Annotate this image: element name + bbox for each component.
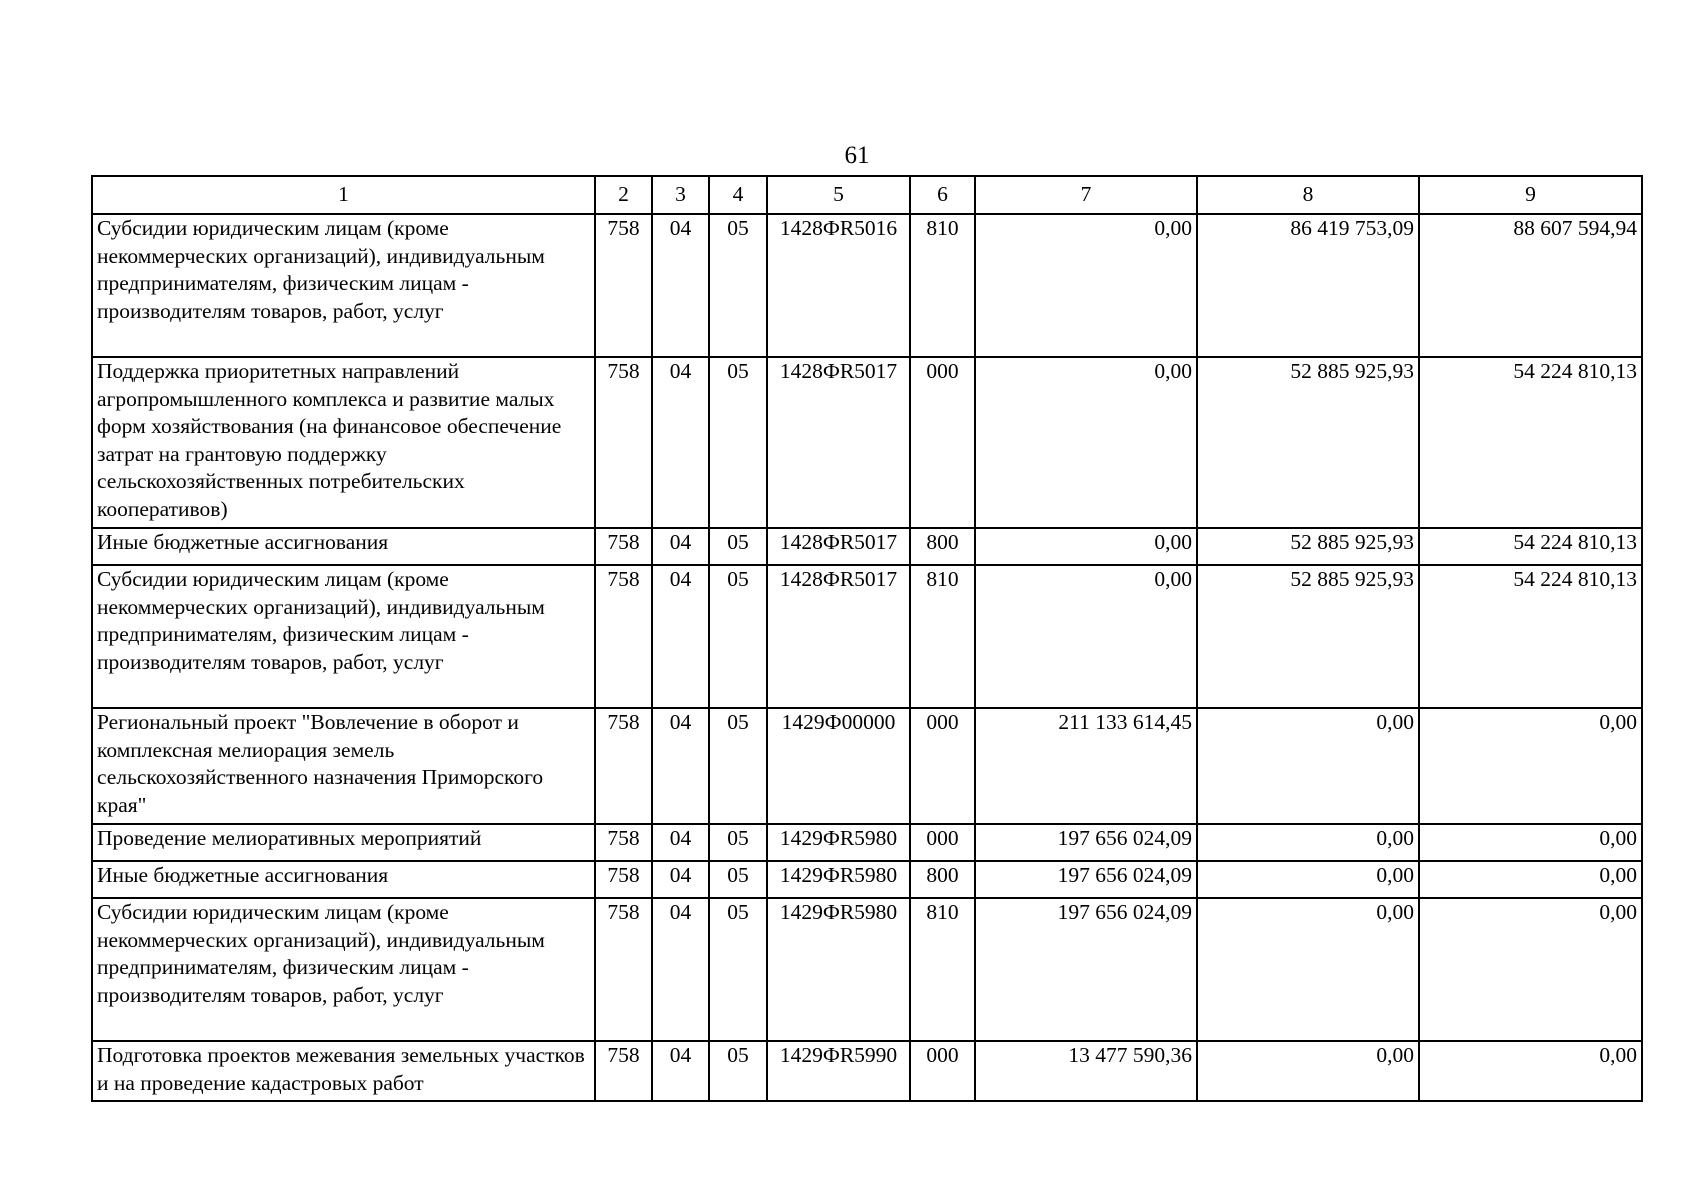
cell-col-6: 000 — [910, 357, 975, 528]
cell-col-6: 810 — [910, 214, 975, 357]
cell-col-3: 04 — [652, 824, 709, 861]
row-name: Субсидии юридическим лицам (кроме некоммерческих организаций), индивидуальным предпринимателям, физическим лицам - производителям товаров, работ, услуг — [92, 214, 595, 357]
cell-col-7: 13 477 590,36 — [975, 1041, 1197, 1101]
column-header-3: 3 — [652, 176, 709, 214]
cell-col-9: 0,00 — [1419, 861, 1642, 898]
table-row — [92, 357, 1642, 528]
cell-col-7: 211 133 614,45 — [975, 708, 1197, 824]
cell-col-5: 1428ФR5016 — [767, 214, 910, 357]
cell-col-2: 758 — [595, 708, 652, 824]
cell-col-4: 05 — [709, 357, 767, 528]
cell-col-3: 04 — [652, 898, 709, 1041]
cell-col-4: 05 — [709, 898, 767, 1041]
cell-col-2: 758 — [595, 357, 652, 528]
budget-table — [91, 175, 1643, 1102]
table-row — [92, 214, 1642, 357]
cell-col-3: 04 — [652, 528, 709, 565]
column-header-1: 1 — [92, 176, 595, 214]
cell-col-4: 05 — [709, 708, 767, 824]
cell-col-9: 54 224 810,13 — [1419, 357, 1642, 528]
cell-col-2: 758 — [595, 528, 652, 565]
table-row — [92, 708, 1642, 824]
cell-col-6: 810 — [910, 898, 975, 1041]
cell-col-2: 758 — [595, 565, 652, 708]
cell-col-2: 758 — [595, 898, 652, 1041]
table-row — [92, 565, 1642, 708]
cell-col-4: 05 — [709, 565, 767, 708]
column-header-6: 6 — [910, 176, 975, 214]
cell-col-5: 1429ФR5990 — [767, 1041, 910, 1101]
cell-col-3: 04 — [652, 565, 709, 708]
cell-col-7: 197 656 024,09 — [975, 824, 1197, 861]
cell-col-9: 88 607 594,94 — [1419, 214, 1642, 357]
cell-col-3: 04 — [652, 214, 709, 357]
cell-col-7: 0,00 — [975, 528, 1197, 565]
cell-col-5: 1428ФR5017 — [767, 528, 910, 565]
cell-col-8: 0,00 — [1197, 708, 1419, 824]
cell-col-7: 0,00 — [975, 357, 1197, 528]
cell-col-4: 05 — [709, 214, 767, 357]
cell-col-6: 000 — [910, 708, 975, 824]
cell-col-9: 0,00 — [1419, 898, 1642, 1041]
cell-col-6: 000 — [910, 1041, 975, 1101]
table-row — [92, 1041, 1642, 1101]
cell-col-9: 0,00 — [1419, 708, 1642, 824]
cell-col-9: 0,00 — [1419, 1041, 1642, 1101]
column-header-5: 5 — [767, 176, 910, 214]
row-name: Региональный проект "Вовлечение в оборот и комплексная мелиорация земель сельскохозяйственного назначения Приморского края" — [92, 708, 595, 824]
cell-col-8: 52 885 925,93 — [1197, 357, 1419, 528]
column-header-8: 8 — [1197, 176, 1419, 214]
cell-col-4: 05 — [709, 1041, 767, 1101]
cell-col-5: 1429Ф00000 — [767, 708, 910, 824]
cell-col-3: 04 — [652, 357, 709, 528]
cell-col-7: 197 656 024,09 — [975, 898, 1197, 1041]
cell-col-2: 758 — [595, 861, 652, 898]
row-name: Субсидии юридическим лицам (кроме некоммерческих организаций), индивидуальным предпринимателям, физическим лицам - производителям товаров, работ, услуг — [92, 565, 595, 708]
cell-col-5: 1429ФR5980 — [767, 824, 910, 861]
cell-col-5: 1428ФR5017 — [767, 357, 910, 528]
cell-col-3: 04 — [652, 1041, 709, 1101]
table-row — [92, 861, 1642, 898]
cell-col-8: 52 885 925,93 — [1197, 528, 1419, 565]
row-name: Проведение мелиоративных мероприятий — [92, 824, 595, 861]
cell-col-4: 05 — [709, 528, 767, 565]
row-name: Субсидии юридическим лицам (кроме некоммерческих организаций), индивидуальным предпринимателям, физическим лицам - производителям товаров, работ, услуг — [92, 898, 595, 1041]
cell-col-5: 1429ФR5980 — [767, 861, 910, 898]
cell-col-8: 0,00 — [1197, 824, 1419, 861]
cell-col-6: 800 — [910, 528, 975, 565]
cell-col-9: 0,00 — [1419, 824, 1642, 861]
cell-col-8: 86 419 753,09 — [1197, 214, 1419, 357]
column-header-7: 7 — [975, 176, 1197, 214]
cell-col-8: 0,00 — [1197, 1041, 1419, 1101]
cell-col-6: 810 — [910, 565, 975, 708]
column-header-4: 4 — [709, 176, 767, 214]
cell-col-4: 05 — [709, 824, 767, 861]
table-row — [92, 824, 1642, 861]
table-row — [92, 898, 1642, 1041]
cell-col-3: 04 — [652, 708, 709, 824]
cell-col-5: 1429ФR5980 — [767, 898, 910, 1041]
cell-col-2: 758 — [595, 214, 652, 357]
cell-col-7: 0,00 — [975, 565, 1197, 708]
cell-col-9: 54 224 810,13 — [1419, 528, 1642, 565]
cell-col-6: 800 — [910, 861, 975, 898]
header-row — [92, 176, 1642, 214]
cell-col-2: 758 — [595, 1041, 652, 1101]
cell-col-8: 0,00 — [1197, 861, 1419, 898]
cell-col-3: 04 — [652, 861, 709, 898]
row-name: Иные бюджетные ассигнования — [92, 528, 595, 565]
column-header-9: 9 — [1419, 176, 1642, 214]
column-header-2: 2 — [595, 176, 652, 214]
row-name: Поддержка приоритетных направлений агропромышленного комплекса и развитие малых форм хозяйствования (на финансовое обеспечение затрат на грантовую поддержку сельскохозяйственных потребительских кооперативов) — [92, 357, 595, 528]
row-name: Подготовка проектов межевания земельных участков и на проведение кадастровых работ — [92, 1041, 595, 1101]
cell-col-9: 54 224 810,13 — [1419, 565, 1642, 708]
row-name: Иные бюджетные ассигнования — [92, 861, 595, 898]
cell-col-6: 000 — [910, 824, 975, 861]
cell-col-5: 1428ФR5017 — [767, 565, 910, 708]
cell-col-7: 197 656 024,09 — [975, 861, 1197, 898]
page-number: 61 — [844, 142, 870, 169]
cell-col-8: 52 885 925,93 — [1197, 565, 1419, 708]
table-row — [92, 528, 1642, 565]
cell-col-8: 0,00 — [1197, 898, 1419, 1041]
cell-col-4: 05 — [709, 861, 767, 898]
cell-col-7: 0,00 — [975, 214, 1197, 357]
cell-col-2: 758 — [595, 824, 652, 861]
